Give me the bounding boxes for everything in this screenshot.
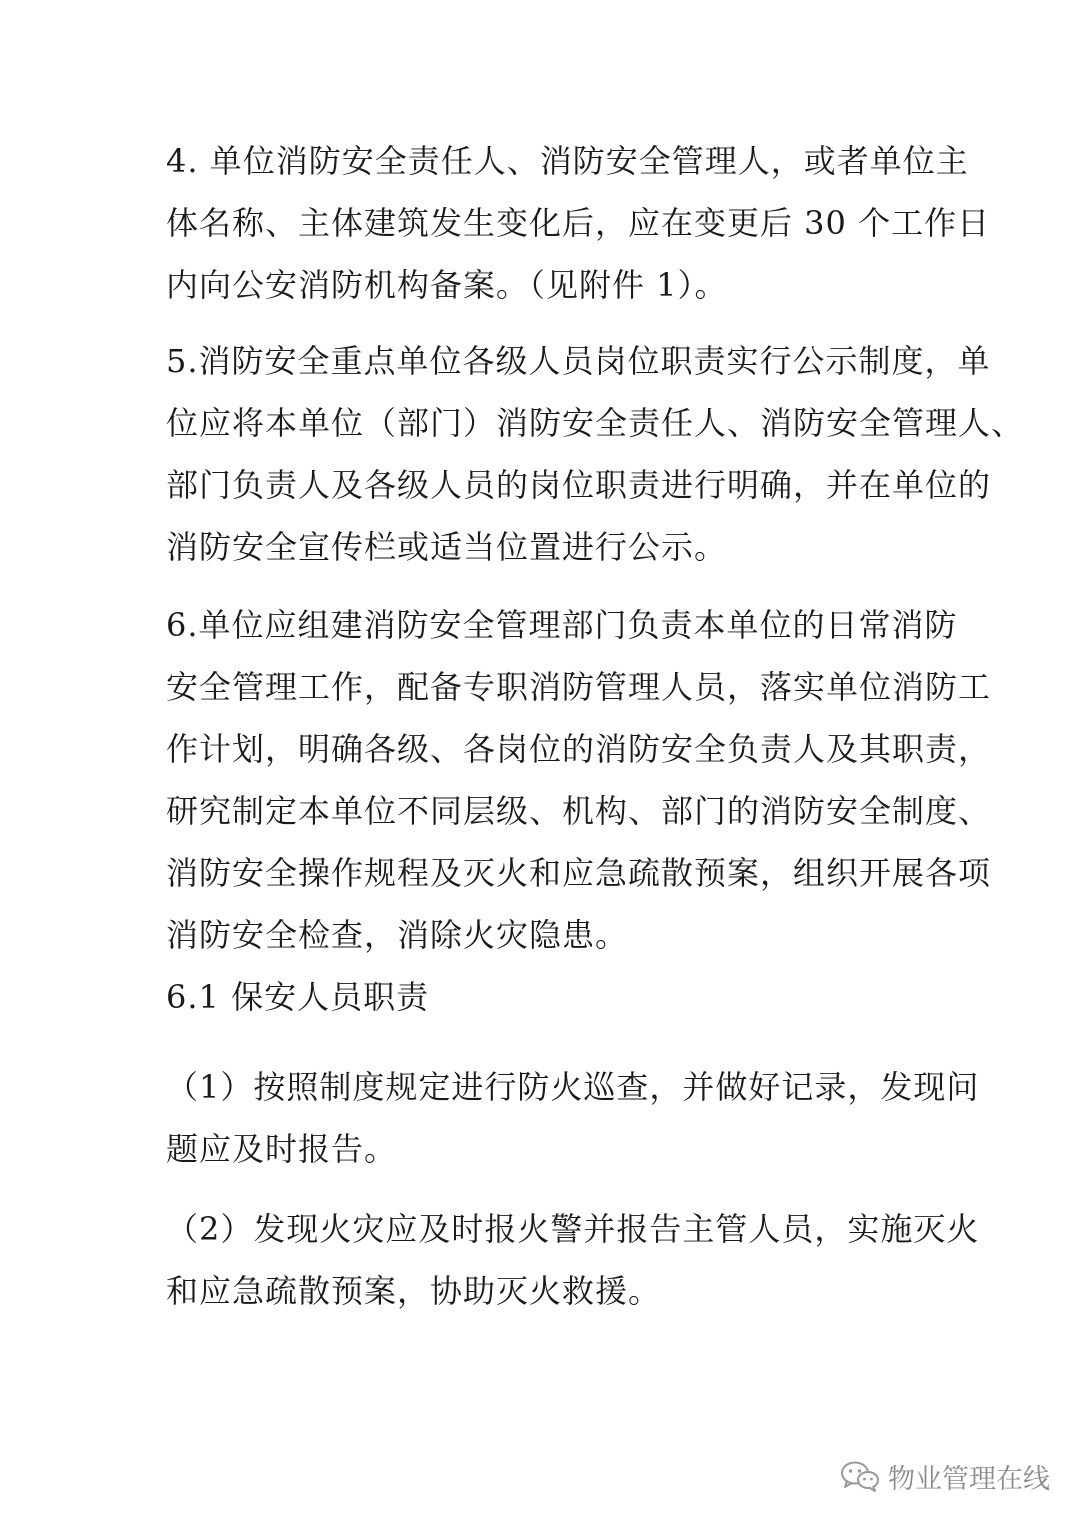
text-line: 内向公安消防机构备案。（见附件 1）。 (166, 266, 728, 304)
text-line: 题应及时报告。 (166, 1130, 398, 1168)
text-line: 部门负责人及各级人员的岗位职责进行明确，并在单位的 (166, 466, 992, 504)
text-line: 位应将本单位（部门）消防安全责任人、消防安全管理人、 (166, 404, 1025, 442)
text-line: 6.单位应组建消防安全管理部门负责本单位的日常消防 (166, 606, 958, 644)
text-line: 体名称、主体建筑发生变化后，应在变更后 30 个工作日 (166, 204, 991, 242)
text-line: 4. 单位消防安全责任人、消防安全管理人，或者单位主 (166, 142, 969, 180)
paragraph-duty-1 (166, 1056, 980, 1180)
text-line: 消防安全宣传栏或适当位置进行公示。 (166, 528, 728, 566)
watermark-text: 物业管理在线 (888, 1463, 1050, 1495)
paragraph-item-4 (166, 130, 991, 316)
text-line: 消防安全操作规程及灭火和应急疏散预案，组织开展各项 (166, 854, 992, 892)
paragraph-item-5 (166, 330, 1025, 578)
text-line: （1）按照制度规定进行防火巡查，并做好记录，发现问 (166, 1068, 980, 1106)
text-line: 5.消防安全重点单位各级人员岗位职责实行公示制度，单 (166, 342, 991, 380)
text-line: 安全管理工作，配备专职消防管理人员，落实单位消防工 (166, 668, 992, 706)
text-line: 研究制定本单位不同层级、机构、部门的消防安全制度、 (166, 792, 992, 830)
text-line: （2）发现火灾应及时报火警并报告主管人员，实施灭火 (166, 1210, 980, 1248)
text-line: 作计划，明确各级、各岗位的消防安全负责人及其职责， (166, 730, 992, 768)
paragraph-item-6 (166, 594, 992, 966)
paragraph-duty-2 (166, 1198, 980, 1322)
text-line: 和应急疏散预案，协助灭火救援。 (166, 1272, 662, 1310)
watermark (840, 1456, 1050, 1496)
text-line: 消防安全检查，消除火灾隐患。 (166, 916, 629, 954)
section-heading-6-1 (166, 966, 926, 1028)
text-line: 6.1 保安人员职责 (166, 978, 430, 1016)
wechat-icon (840, 1460, 880, 1492)
